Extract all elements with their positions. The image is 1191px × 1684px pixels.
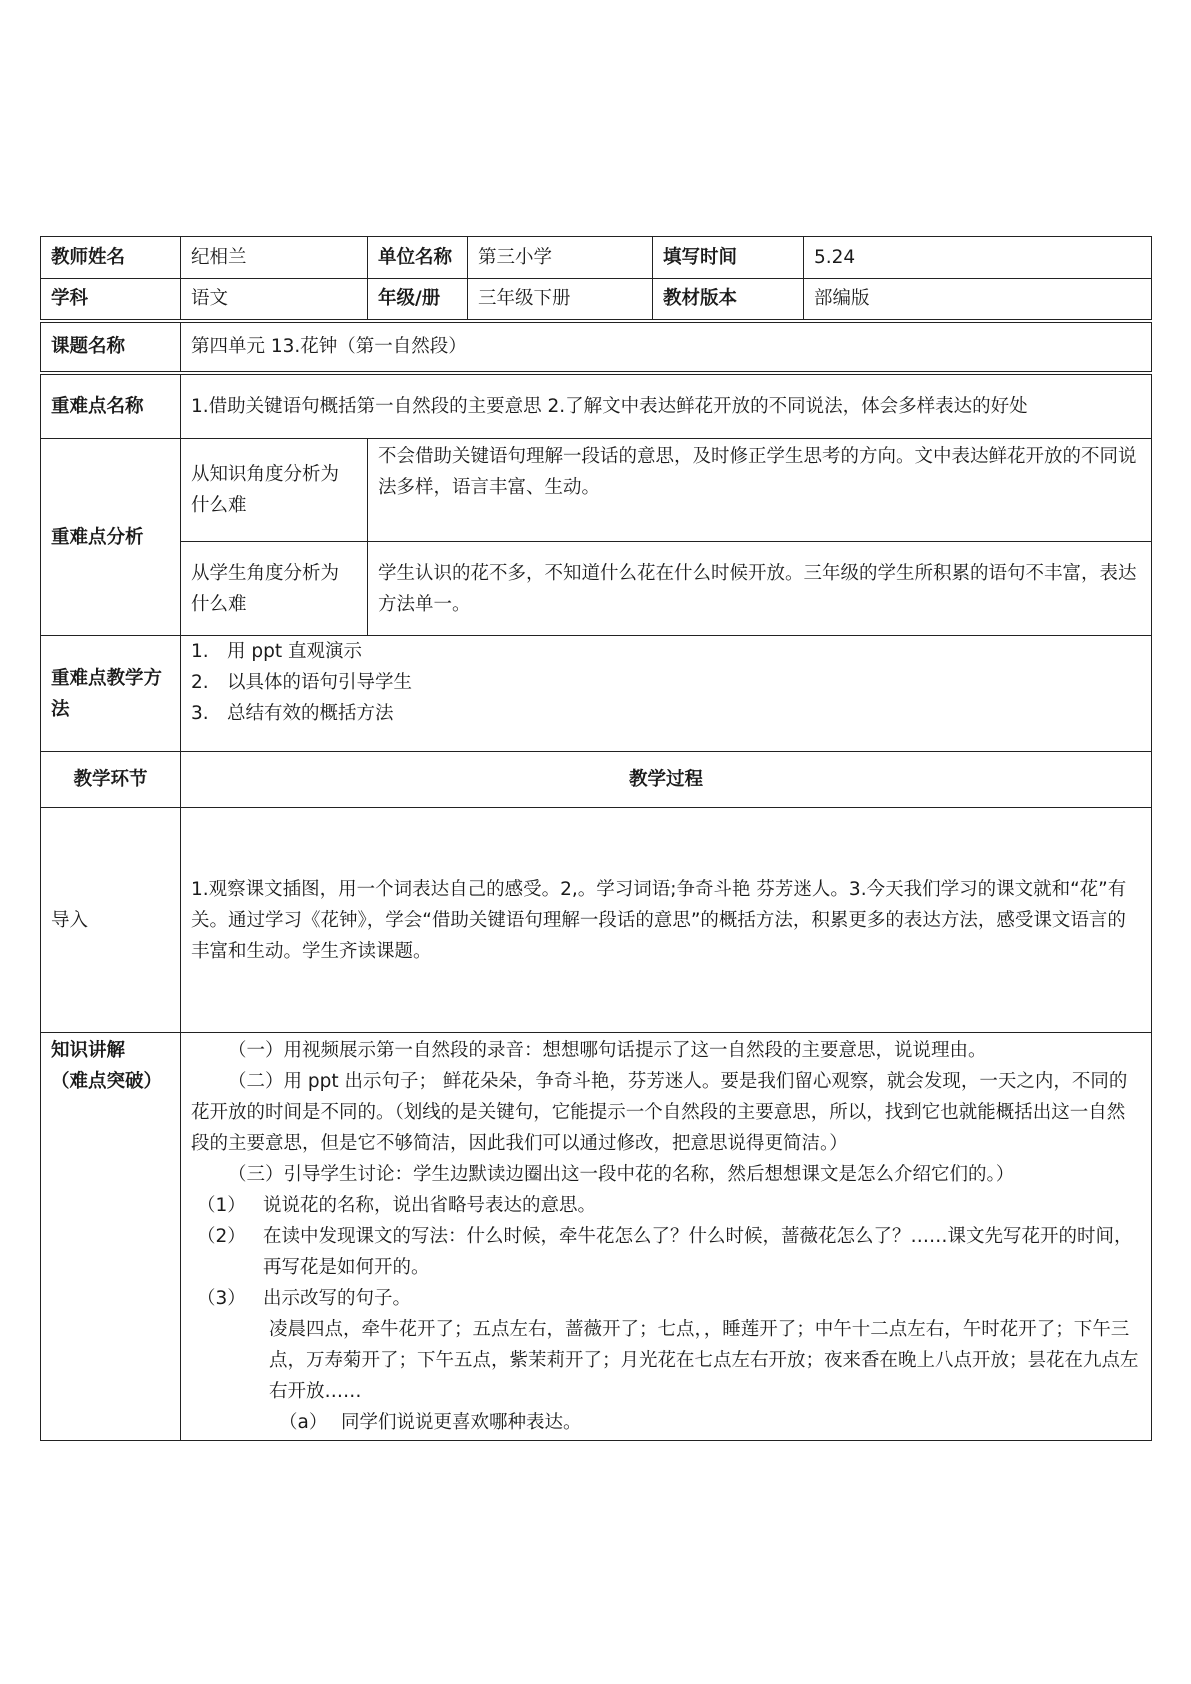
intro-label: 导入	[41, 808, 181, 1033]
info-row-1	[41, 237, 1152, 279]
methods-label: 重难点教学方法	[41, 636, 181, 752]
methods-list	[191, 636, 1141, 729]
info-row-2	[41, 279, 1152, 321]
knowledge-list	[191, 1190, 1141, 1314]
knowledge-label-line2: （难点突破）	[51, 1071, 163, 1092]
edition-label: 教材版本	[653, 279, 804, 321]
keypoints-row	[41, 373, 1152, 439]
date-value: 5.24	[804, 237, 1152, 279]
knowledge-p1: （一）用视频展示第一自然段的录音：想想哪句话提示了这一自然段的主要意思，说说理由。	[228, 1040, 987, 1061]
analysis-student-row	[41, 542, 1152, 636]
methods-item: 1. 用 ppt 直观演示	[191, 641, 363, 662]
knowledge-sub-item: （a） 同学们说说更喜欢哪种表达。	[279, 1412, 582, 1433]
grade-label: 年级/册	[368, 279, 468, 321]
teacher-value: 纪相兰	[181, 237, 368, 279]
analysis-student-value: 学生认识的花不多，不知道什么花在什么时候开放。三年级的学生所积累的语句不丰富，表达方法单一。	[368, 542, 1152, 636]
subject-label: 学科	[41, 279, 181, 321]
knowledge-content	[181, 1033, 1152, 1441]
grade-value: 三年级下册	[468, 279, 653, 321]
subject-value: 语文	[181, 279, 368, 321]
methods-row	[41, 636, 1152, 752]
edition-value: 部编版	[804, 279, 1152, 321]
intro-text: 1.观察课文插图，用一个词表达自己的感受。2,。学习词语;争奇斗艳 芬芳迷人。3.今天我们学习的课文就和“花”有关。通过学习《花钟》，学会“借助关键语句理解一段话的意思”的概括方法，积累更多的表达方法，感受课文语言的丰富和生动。学生齐读课题。	[181, 808, 1152, 1033]
topic-row	[41, 321, 1152, 373]
knowledge-rewrite: 凌晨四点，牵牛花开了；五点左右，蔷薇开了；七点，，睡莲开了；中午十二点左右，午时花开了；下午三点，万寿菊开了；下午五点，紫茉莉开了；月光花在七点左右开放；夜来香在晚上八点开放；昙花在九点左右开放……	[269, 1319, 1139, 1402]
knowledge-item: （3） 出示改写的句子。	[197, 1288, 412, 1309]
keypoints-label: 重难点名称	[41, 373, 181, 439]
knowledge-item: （2） 在读中发现课文的写法：什么时候，牵牛花怎么了？什么时候，蔷薇花怎么了？……课文先写花开的时间，再写花是如何开的。	[197, 1226, 1133, 1278]
knowledge-row	[41, 1033, 1152, 1441]
teacher-label: 教师姓名	[41, 237, 181, 279]
analysis-knowledge-label: 从知识角度分析为什么难	[181, 439, 368, 542]
stage-header: 教学环节	[41, 752, 181, 808]
keypoints-value: 1.借助关键语句概括第一自然段的主要意思 2.了解文中表达鲜花开放的不同说法，体会多样表达的好处	[181, 373, 1152, 439]
process-header-row	[41, 752, 1152, 808]
analysis-label: 重难点分析	[41, 439, 181, 636]
lesson-plan-table	[40, 236, 1152, 1441]
date-label: 填写时间	[653, 237, 804, 279]
analysis-knowledge-value: 不会借助关键语句理解一段话的意思，及时修正学生思考的方向。文中表达鲜花开放的不同说法多样，语言丰富、生动。	[368, 439, 1152, 542]
unit-label: 单位名称	[368, 237, 468, 279]
knowledge-p3: （三）引导学生讨论：学生边默读边圈出这一段中花的名称，然后想想课文是怎么介绍它们的。）	[228, 1164, 1015, 1185]
methods-cell	[181, 636, 1152, 752]
methods-item: 3. 总结有效的概括方法	[191, 703, 394, 724]
methods-item: 2. 以具体的语句引导学生	[191, 672, 413, 693]
topic-value: 第四单元 13.花钟（第一自然段）	[181, 321, 1152, 373]
intro-row	[41, 808, 1152, 1033]
unit-value: 第三小学	[468, 237, 653, 279]
knowledge-item: （1） 说说花的名称，说出省略号表达的意思。	[197, 1195, 597, 1216]
topic-label: 课题名称	[41, 321, 181, 373]
knowledge-p2: （二）用 ppt 出示句子； 鲜花朵朵，争奇斗艳，芬芳迷人。要是我们留心观察，就会发现，一天之内，不同的花开放的时间是不同的。（划线的是关键句，它能提示一个自然段的主要意思，所以，找到它也就能概括出这一自然段的主要意思，但是它不够简洁，因此我们可以通过修改，把意思说得更简洁。）	[191, 1071, 1128, 1154]
analysis-student-label: 从学生角度分析为什么难	[181, 542, 368, 636]
knowledge-label	[41, 1033, 181, 1441]
process-header: 教学过程	[181, 752, 1152, 808]
knowledge-label-line1: 知识讲解	[51, 1040, 126, 1061]
analysis-knowledge-row	[41, 439, 1152, 542]
